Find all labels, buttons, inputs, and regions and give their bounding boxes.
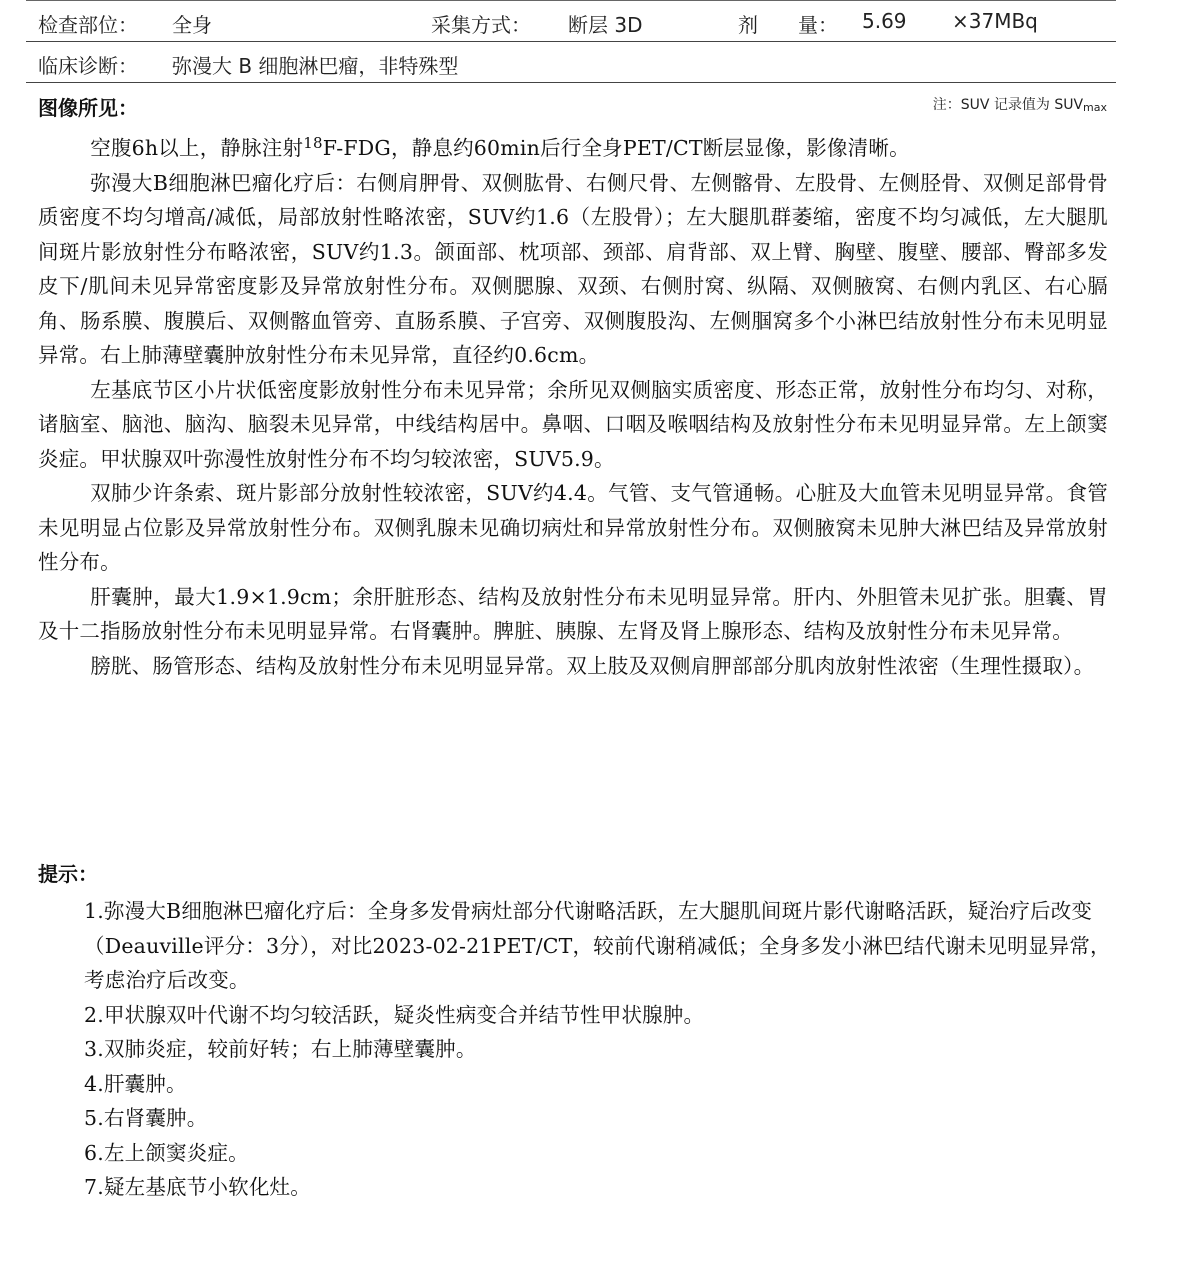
findings-body [38,126,1108,683]
header-row-exam [26,0,1116,42]
conclusion-item: 1.弥漫大B细胞淋巴瘤化疗后：全身多发骨病灶部分代谢略活跃，左大腿肌间斑片影代谢略活跃，疑治疗后改变（Deauville评分：3分），对比2023-02-21PET/CT，较前代谢稍减低；全身多发小淋巴结代谢未见明显异常，考虑治疗后改变。 [84,899,1111,992]
dose-unit: ×37MBq [952,9,1038,33]
conclusion-title: 提示： [38,862,98,886]
findings-paragraph: 双肺少许条索、斑片影部分放射性较浓密，SUV约4.4。气管、支气管通畅。心脏及大血管未见明显异常。食管未见明显占位影及异常放射性分布。双侧乳腺未见确切病灶和异常放射性分布。双侧腋窝未见肿大淋巴结及异常放射性分布。 [38,481,1108,574]
acquisition-value: 断层 3D [568,13,643,37]
dose-value: 5.69 [862,9,907,33]
p1-pre: 空腹6h以上，静脉注射 [90,136,304,160]
findings-paragraph: 肝囊肿，最大1.9×1.9cm；余肝脏形态、结构及放射性分布未见明显异常。肝内、外胆管未见扩张。胆囊、胃及十二指肠放射性分布未见明显异常。右肾囊肿。脾脏、胰腺、左肾及肾上腺形态、结构及放射性分布未见异常。 [38,584,1108,643]
conclusion-item: 5.右肾囊肿。 [84,1106,208,1130]
p1-post: F-FDG，静息约60min后行全身PET/CT断层显像，影像清晰。 [322,136,910,160]
suv-note [933,94,1107,114]
conclusion-item: 4.肝囊肿。 [84,1071,187,1096]
dose-label: 剂 量： [738,13,838,37]
conclusion-item: 3.双肺炎症，较前好转；右上肺薄壁囊肿。 [84,1037,477,1061]
diagnosis-label: 临床诊断： [38,54,138,78]
diagnosis-value: 弥漫大 B 细胞淋巴瘤，非特殊型 [172,54,459,78]
suv-note-sub: max [1083,101,1107,114]
conclusion-list [84,894,1114,1205]
findings-title: 图像所见： [38,96,138,120]
conclusion-item: 6.左上颌窦炎症。 [84,1140,249,1165]
suv-note-text: 注：SUV 记录值为 SUV [932,97,1084,113]
exam-site-label: 检查部位： [38,13,138,37]
conclusion-item: 7.疑左基底节小软化灶。 [84,1175,311,1199]
p1-isotope: 18 [303,134,323,152]
acquisition-label: 采集方式： [431,13,531,37]
conclusion-item: 2.甲状腺双叶代谢不均匀较活跃，疑炎性病变合并结节性甲状腺肿。 [84,1002,705,1027]
findings-paragraph: 膀胱、肠管形态、结构及放射性分布未见明显异常。双上肢及双侧肩胛部部分肌肉放射性浓密（生理性摄取）。 [90,653,1095,678]
findings-paragraph: 弥漫大B细胞淋巴瘤化疗后：右侧肩胛骨、双侧肱骨、右侧尺骨、左侧髂骨、左股骨、左侧胫骨、双侧足部骨骨质密度不均匀增高/减低，局部放射性略浓密，SUV约1.6（左股骨）；左大腿肌群萎缩，密度不均匀减低，左大腿肌间斑片影放射性分布略浓密，SUV约1.3。颌面部、枕项部、颈部、肩背部、双上臂、胸壁、腹壁、腰部、臀部多发皮下/肌间未见异常密度影及异常放射性分布。双侧腮腺、双颈、右侧肘窝、纵隔、双侧腋窝、右侧内乳区、右心膈角、肠系膜、腹膜后、双侧髂血管旁、直肠系膜、子宫旁、双侧腹股沟、左侧腘窝多个小淋巴结放射性分布未见明显异常。右上肺薄壁囊肿放射性分布未见异常，直径约0.6cm。 [38,170,1108,367]
exam-site-value: 全身 [172,13,212,37]
findings-paragraph [38,126,1108,166]
findings-paragraph: 左基底节区小片状低密度影放射性分布未见异常；余所见双侧脑实质密度、形态正常，放射性分布均匀、对称，诸脑室、脑池、脑沟、脑裂未见异常，中线结构居中。鼻咽、口咽及喉咽结构及放射性分布未见明显异常。左上颌窦炎症。甲状腺双叶弥漫性放射性分布不均匀较浓密，SUV5.9。 [38,377,1108,471]
header-row-diagnosis [26,42,1116,83]
